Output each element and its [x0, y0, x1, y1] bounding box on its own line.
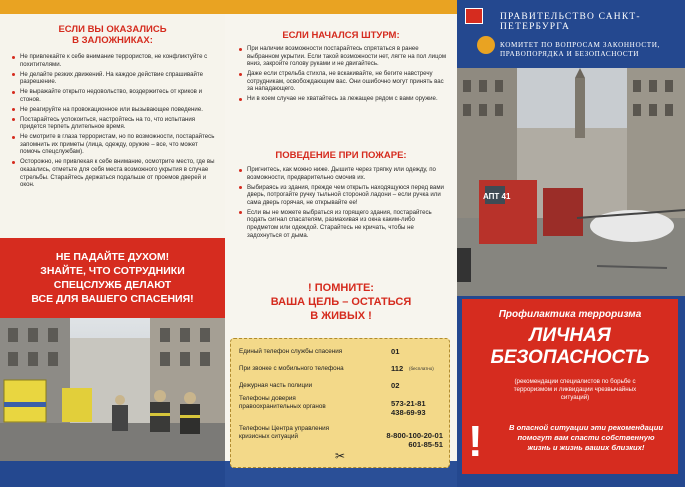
hostage-list — [10, 53, 215, 191]
remember-line1: ! ПОМНИТЕ: — [308, 282, 374, 294]
bottom-blue-bar — [0, 461, 225, 487]
cover-title-line2: БЕЗОПАСНОСТЬ — [490, 347, 650, 368]
cover-title — [462, 325, 678, 369]
remember-block — [225, 281, 457, 323]
committee-name — [500, 41, 660, 59]
scissors-icon: ✂ — [335, 449, 346, 463]
fire-list — [237, 166, 447, 242]
coat-of-arms-icon — [465, 8, 483, 24]
phone-number-rescue: 01 — [391, 347, 400, 356]
remember-line2: ВАША ЦЕЛЬ – ОСТАТЬСЯ — [270, 296, 412, 308]
exclamation-icon: ! — [468, 417, 483, 466]
fire-heading: ПОВЕДЕНИЕ ПРИ ПОЖАРЕ: — [275, 150, 407, 161]
cover-subtitle: Профилактика терроризма — [498, 309, 642, 320]
phone-label-mobile: При звонке с мобильного телефона — [239, 365, 344, 372]
callout-line4: ВСЕ ДЛЯ ВАШЕГО СПАСЕНИЯ! — [31, 293, 194, 305]
hostage-list-item: Не выражайте открыто недовольство, воздержитесь от криков и стонов. — [10, 88, 215, 103]
phone-number-crisis: 8-800-100-20-01 601-85-51 — [386, 431, 443, 449]
phone-label-police: Дежурная часть полиции — [239, 382, 313, 389]
rescue-photo — [0, 318, 225, 461]
cover-title-line1: ЛИЧНАЯ — [529, 325, 611, 346]
hostage-list-item: Не смотрите в глаза террористам, но по возможности, постарайтесь запомнить их приметы (лица, одежду, оружие – все, что может помочь спецслужбам). — [10, 133, 215, 156]
cover-tagline: В опасной ситуации эти рекомендации помогут вам спасти собственную жизнь и жизнь ваших близких! — [508, 423, 664, 452]
phone-number-mobile: 112 — [391, 364, 404, 373]
panel-hostage — [0, 0, 225, 487]
government-title: ПРАВИТЕЛЬСТВО САНКТ-ПЕТЕРБУРГА — [500, 12, 641, 32]
hostage-list-item: Постарайтесь успокоиться, настройтесь на то, что испытания придется терпеть длительное время. — [10, 116, 215, 131]
truck-label: АПТ 41 — [483, 192, 511, 201]
fire-list-item: Выбираясь из здания, прежде чем открыть находящуюся перед вами дверь, потрогайте ручку тыльной стороной ладони – если ручка или сама дверь горячая, не открывайте ее! — [237, 184, 447, 207]
committee-line1: КОМИТЕТ ПО ВОПРОСАМ ЗАКОННОСТИ, — [500, 41, 660, 49]
hostage-list-item: Не привлекайте к себе внимание террористов, не конфликтуйте с похитителями. — [10, 53, 215, 68]
phone-number-trust: 573-21-81 438-69-93 — [391, 399, 426, 417]
cover-red-panel — [462, 299, 678, 474]
storm-list-item: Даже если стрельба стихла, не вскакивайте, не бегите навстречу сотрудникам, освобождающим вас. Они ошибочно могут принять вас за нападающего. — [237, 70, 447, 93]
remember-line3: В ЖИВЫХ ! — [310, 310, 372, 322]
hostage-heading-line1: ЕСЛИ ВЫ ОКАЗАЛИСЬ — [58, 24, 167, 35]
storm-list-item: При наличии возможности постарайтесь спрятаться в ранее выбранном укрытии. Если такой возможности нет, лягте на пол лицом вниз, закройте голову руками и не двигайтесь. — [237, 45, 447, 68]
committee-emblem-icon — [477, 36, 495, 54]
cover-recommendations: (рекомендации специалистов по борьбе с терроризмом и ликвидации чрезвычайных ситуаций) — [513, 378, 637, 401]
hostage-list-item: Осторожно, не привлекая к себе внимание, осмотрите место, где вы оказались, отметьте для себя места возможного укрытия в случае стрельбы. Старайтесь держаться подальше от проемов дверей и окон. — [10, 158, 215, 188]
callout-line1: НЕ ПАДАЙТЕ ДУХОМ! — [55, 251, 170, 263]
hostage-heading — [0, 24, 225, 46]
committee-line2: ПРАВОПОРЯДКА И БЕЗОПАСНОСТИ — [500, 50, 640, 58]
top-color-bar — [0, 0, 225, 14]
phone-label-trust: Телефоны доверия правоохранительных органов — [239, 395, 326, 410]
callout-box — [0, 238, 225, 318]
hostage-list-item: Не делайте резких движений. На каждое действие спрашивайте разрешение. — [10, 71, 215, 86]
phone-label-rescue: Единый телефон службы спасения — [239, 348, 343, 355]
top-color-bar — [225, 0, 457, 14]
hostage-list-item: Не реагируйте на провокационное или вызывающее поведение. — [10, 106, 215, 114]
phone-number-police: 02 — [391, 381, 400, 390]
callout-line3: СПЕЦСЛУЖБ ДЕЛАЮТ — [53, 279, 172, 291]
fire-list-item: Пригнитесь, как можно ниже. Дышите через тряпку или одежду, по возможности, предварительно смочив их. — [237, 166, 447, 181]
emergency-phones-box — [230, 338, 450, 468]
hostage-heading-line2: В ЗАЛОЖНИКАХ: — [72, 35, 153, 46]
storm-heading: ЕСЛИ НАЧАЛСЯ ШТУРМ: — [282, 30, 400, 41]
city-photo — [457, 68, 685, 296]
phone-label-crisis: Телефоны Центра управления кризисных ситуаций — [239, 425, 330, 440]
fire-list-item: Если вы не можете выбраться из горящего здания, постарайтесь подать сигнал спасателям, размахивая из окна каким-либо предметом или одеждой. Старайтесь не кричать, чтобы не задохнуться от дыма. — [237, 209, 447, 239]
storm-list — [237, 45, 447, 105]
phone-note-free: (бесплатно) — [409, 366, 434, 371]
storm-list-item: Ни в коем случае не хватайтесь за лежащее рядом с вами оружие. — [237, 95, 447, 103]
callout-line2: ЗНАЙТЕ, ЧТО СОТРУДНИКИ — [40, 265, 185, 277]
